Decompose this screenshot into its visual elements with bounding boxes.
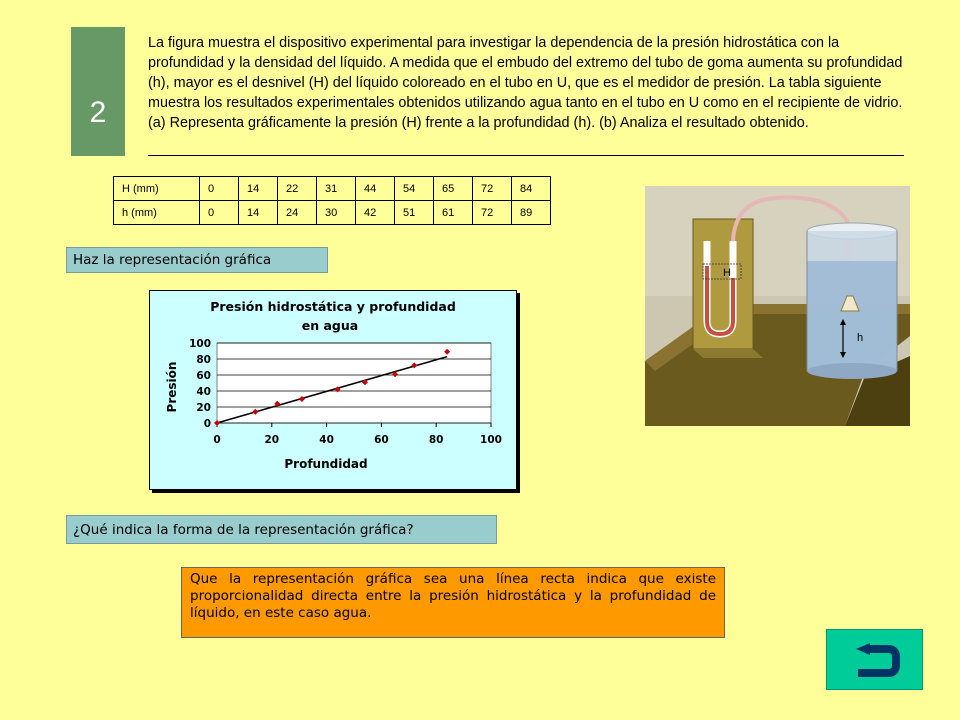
table-cell: 0: [200, 177, 239, 201]
table-cell: 0: [200, 201, 239, 225]
chart-x-axis-label: Profundidad: [284, 457, 368, 471]
chart-svg: [150, 291, 516, 489]
chart-y-tick-label: 0: [203, 418, 211, 430]
table-cell: 42: [356, 201, 395, 225]
chart-x-tick-label: 40: [319, 434, 334, 446]
table-cell: 14: [239, 201, 278, 225]
chart-container: [149, 290, 517, 490]
section-label-question-text: ¿Qué indica la forma de la representación gráfica?: [73, 521, 414, 538]
chart-y-tick-label: 100: [189, 338, 211, 350]
chart-x-tick-label: 60: [374, 434, 389, 446]
slide-number-box: [71, 27, 125, 156]
table-cell: 72: [473, 201, 512, 225]
chart-x-tick-label: 20: [264, 434, 280, 446]
table-row: [114, 201, 551, 225]
section-label-graph: [66, 247, 328, 273]
table-cell: 84: [512, 177, 551, 201]
answer-box: Que la representación gráfica sea una línea recta indica que existe proporcionalidad directa entre la presión hidrostática y la profundidad de líquido, en este caso agua.: [181, 567, 725, 638]
chart-title: Presión hidrostática y profundidad: [210, 299, 456, 314]
data-table: [113, 176, 551, 225]
section-label-question: [66, 515, 497, 544]
chart-x-tick-label: 0: [213, 434, 221, 446]
photo-label-H: H: [723, 267, 731, 279]
chart-y-tick-label: 20: [196, 402, 211, 414]
table-cell: 65: [434, 177, 473, 201]
table-cell: 14: [239, 177, 278, 201]
return-arrow-icon: [850, 643, 900, 677]
section-label-graph-text: Haz la representación gráfica: [73, 252, 272, 268]
return-button[interactable]: [826, 629, 923, 690]
photo-label-h: h: [857, 332, 864, 344]
table-cell: 22: [278, 177, 317, 201]
table-cell: 44: [356, 177, 395, 201]
table-row-label: H (mm): [114, 177, 200, 201]
table-cell: 24: [278, 201, 317, 225]
table-cell: 30: [317, 201, 356, 225]
chart-y-tick-label: 60: [196, 370, 211, 382]
table-cell: 54: [395, 177, 434, 201]
table-cell: 89: [512, 201, 551, 225]
divider-line: [148, 155, 904, 156]
table-row-label: h (mm): [114, 201, 200, 225]
table-row: [114, 177, 551, 201]
chart-y-tick-label: 40: [196, 386, 211, 398]
table-cell: 51: [395, 201, 434, 225]
intro-text: La figura muestra el dispositivo experimental para investigar la dependencia de la presión hidrostática con la profundidad y la densidad del líquido. A medida que el embudo del extremo del tubo de goma aumenta su profundidad (h), mayor es el desnivel (H) del líquido coloreado en el tubo en U, que es el medidor de presión. La tabla siguiente muestra los resultados experimentales obtenidos utilizando agua tanto en el tubo en U como en el recipiente de vidrio. (a) Representa gráficamente la presión (H) frente a la profundidad (h). (b) Analiza el resultado obtenido.: [148, 35, 903, 131]
chart-x-tick-label: 100: [480, 434, 502, 446]
chart-y-axis-label: Presión: [165, 361, 179, 413]
table-cell: 61: [434, 201, 473, 225]
slide-number: 2: [89, 95, 107, 129]
table-cell: 31: [317, 177, 356, 201]
chart-x-tick-label: 80: [428, 434, 444, 446]
table-cell: 72: [473, 177, 512, 201]
chart-y-tick-label: 80: [196, 354, 211, 366]
chart-subtitle: en agua: [301, 318, 359, 333]
experiment-photo: [645, 186, 910, 426]
experiment-illustration: [645, 186, 910, 426]
